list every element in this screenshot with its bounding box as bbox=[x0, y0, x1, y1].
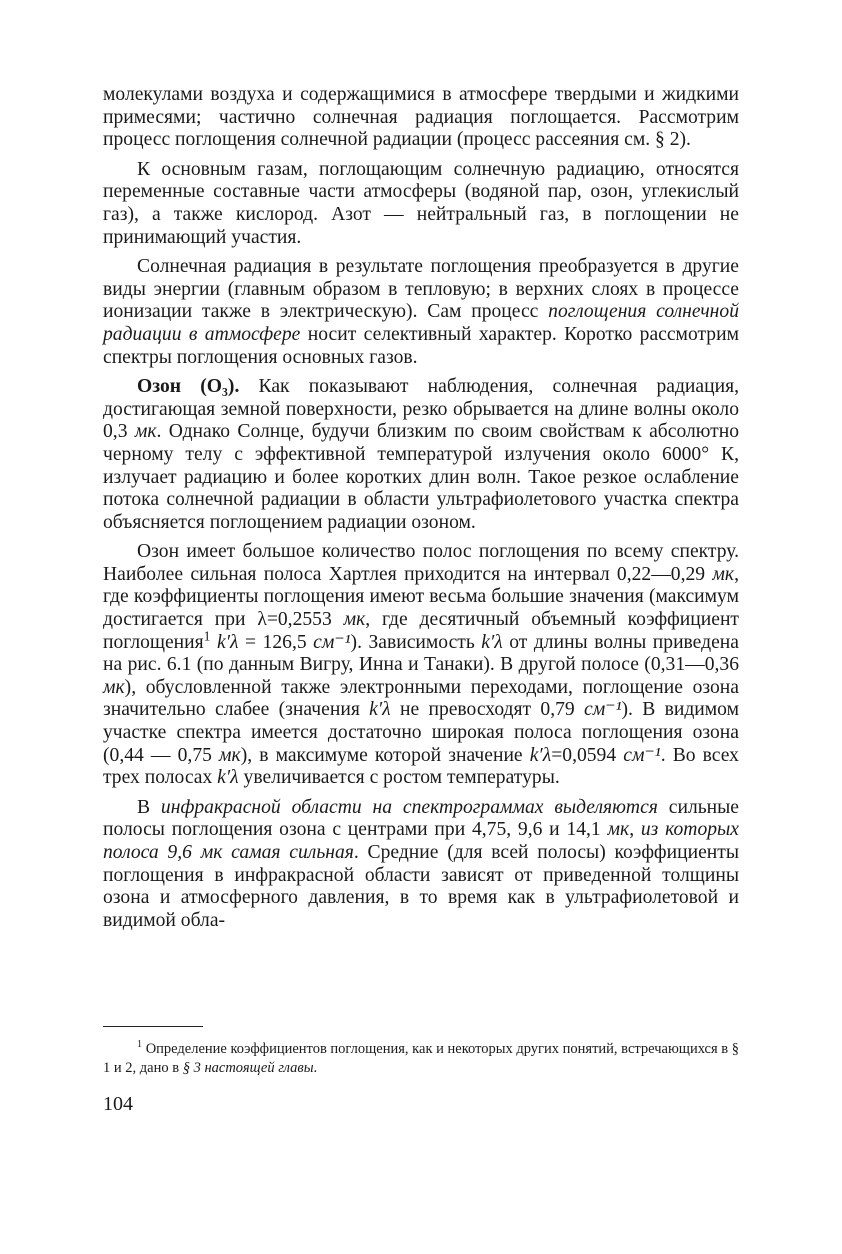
p6-emphasis-1: инфракрасной области на спектрограммах выделяются bbox=[160, 796, 658, 818]
paragraph-1 bbox=[103, 84, 739, 152]
p6-emphasis-2: из которых полоса 9,6 bbox=[103, 819, 739, 863]
p5-text-m: увеличивается с ростом температуры. bbox=[238, 767, 560, 789]
p6-emphasis-3: самая сильная bbox=[231, 842, 354, 863]
coefficient-symbol: k′λ bbox=[217, 767, 239, 789]
unit-label: см⁻¹ bbox=[623, 744, 661, 766]
p5-text-l: . Во всех трех полосах bbox=[103, 744, 739, 789]
unit-label: мк bbox=[712, 563, 735, 585]
footnote-text-end: . bbox=[313, 1060, 318, 1076]
p6-text-a: В bbox=[137, 796, 161, 818]
p6-text-b: сильные полосы поглощения озона с центрами при 4,75, 9,6 и 14,1 bbox=[103, 796, 739, 841]
unit-label: см⁻¹ bbox=[584, 699, 622, 721]
unit-label: мк bbox=[343, 609, 366, 631]
coefficient-symbol: k′λ bbox=[481, 631, 503, 653]
page-number: 104 bbox=[103, 1093, 133, 1115]
p5-text-a: Озон имеет большое количество полос поглощения по всему спектру. Наиболее сильная полоса Хартлея приходится на интервал 0,22—0,29 bbox=[103, 541, 739, 585]
paragraph-1-text: молекулами воздуха и содержащимися в атмосфере твердыми и жидкими примесями; частично солнечная радиация поглощается. Рассмотрим процесс поглощения солнечной радиации (процесс рассеяния см. § 2). bbox=[103, 84, 739, 151]
footnote-number: 1 bbox=[137, 1039, 143, 1051]
p5-text-k: =0,0594 bbox=[551, 744, 624, 766]
page-body bbox=[103, 84, 739, 932]
unit-label: мк bbox=[200, 842, 223, 863]
paragraph-3-text: Солнечная радиация в результате поглощения преобразуется в другие виды энергии (главным образом в тепловую; в верхних слоях в процессе ионизации также в электрическую). Сам процесс bbox=[103, 256, 739, 323]
footnote bbox=[103, 1040, 739, 1078]
coefficient-symbol: k′λ bbox=[217, 631, 239, 653]
p6-text-c: , bbox=[629, 819, 641, 841]
paragraph-3 bbox=[103, 256, 739, 369]
unit-label: мк bbox=[103, 676, 125, 698]
paragraph-6 bbox=[103, 797, 739, 933]
p5-text-e: ). Зависимость bbox=[350, 631, 482, 653]
footnote-marker: 1 bbox=[203, 628, 211, 644]
p5-text-f: от длины волны приведена на рис. 6.1 (по данным Вигру, Инна и Танаки). В другой полосе (0,31—0,36 bbox=[103, 631, 739, 676]
paragraph-ozone bbox=[103, 376, 739, 534]
paragraph-3-emphasis: поглощения солнечной радиации в атмосфере bbox=[103, 301, 739, 345]
unit-label: мк bbox=[607, 819, 630, 841]
p5-text-i: ). В видимом участке спектра имеется достаточно широкая полоса поглощения озона (0,44 — 0,75 bbox=[103, 699, 739, 766]
p6-text-f: . Средние (для всей полосы) коэффициенты поглощения в инфракрасной области зависят от приведенной толщины озона и атмосферного давления, в то время как в ультрафиолетовой и видимой обла- bbox=[103, 842, 739, 931]
p5-text-j: ), в максимуме которой значение bbox=[240, 744, 530, 766]
paragraph-2-text: К основным газам, поглощающим солнечную радиацию, относятся переменные составные части атмосферы (водяной пар, озон, углекислый газ), а также кислород. Азот — нейтральный газ, в поглощении не принимающий участия. bbox=[103, 158, 739, 248]
p5-text-c: , где десятичный объемный коэффициент поглощения bbox=[103, 609, 739, 653]
ozone-text-b: . Однако Солнце, будучи близким по своим свойствам к абсолютно черному телу с эффективной температурой излучения около 6000° К, излучает радиацию и более коротких длин волн. Такое резкое ослабление потока солнечной радиации в области ультрафиолетового участка спектра объясняется поглощением радиации озоном. bbox=[103, 421, 739, 533]
ozone-text-a: Как показывают наблюдения, солнечная радиация, достигающая земной поверхности, резко обрывается на длине волны около 0,3 bbox=[103, 376, 739, 443]
section-heading-ozone: Озон (O₃). bbox=[137, 376, 240, 398]
p5-text-g: ), обусловленной также электронными переходами, поглощение озона значительно слабее (значения bbox=[103, 676, 739, 721]
p5-text-b: , где коэффициенты поглощения имеют весьма большие значения (максимум достигается при λ=0,2553 bbox=[103, 563, 739, 631]
unit-label: мк bbox=[219, 744, 241, 766]
unit-label: мк bbox=[134, 421, 157, 443]
footnote-emphasis: § 3 настоящей главы bbox=[182, 1060, 314, 1076]
coefficient-symbol: k′λ bbox=[529, 744, 552, 766]
paragraph-5 bbox=[103, 541, 739, 790]
p5-text-d: = 126,5 bbox=[238, 631, 314, 653]
paragraph-3-text-end: носит селективный характер. Коротко рассмотрим спектры поглощения основных газов. bbox=[103, 323, 739, 368]
footnote-divider bbox=[103, 1026, 203, 1027]
p6-text-e bbox=[222, 842, 231, 863]
footnote-text: Определение коэффициентов поглощения, как и некоторых других понятий, встречающихся в § 1 и 2, дано в bbox=[103, 1041, 739, 1076]
p5-text-h: не превосходят 0,79 bbox=[390, 699, 585, 721]
unit-label: см⁻¹ bbox=[313, 631, 351, 653]
coefficient-symbol: k′λ bbox=[369, 699, 391, 721]
p6-text-d bbox=[192, 842, 201, 863]
paragraph-2 bbox=[103, 159, 739, 249]
